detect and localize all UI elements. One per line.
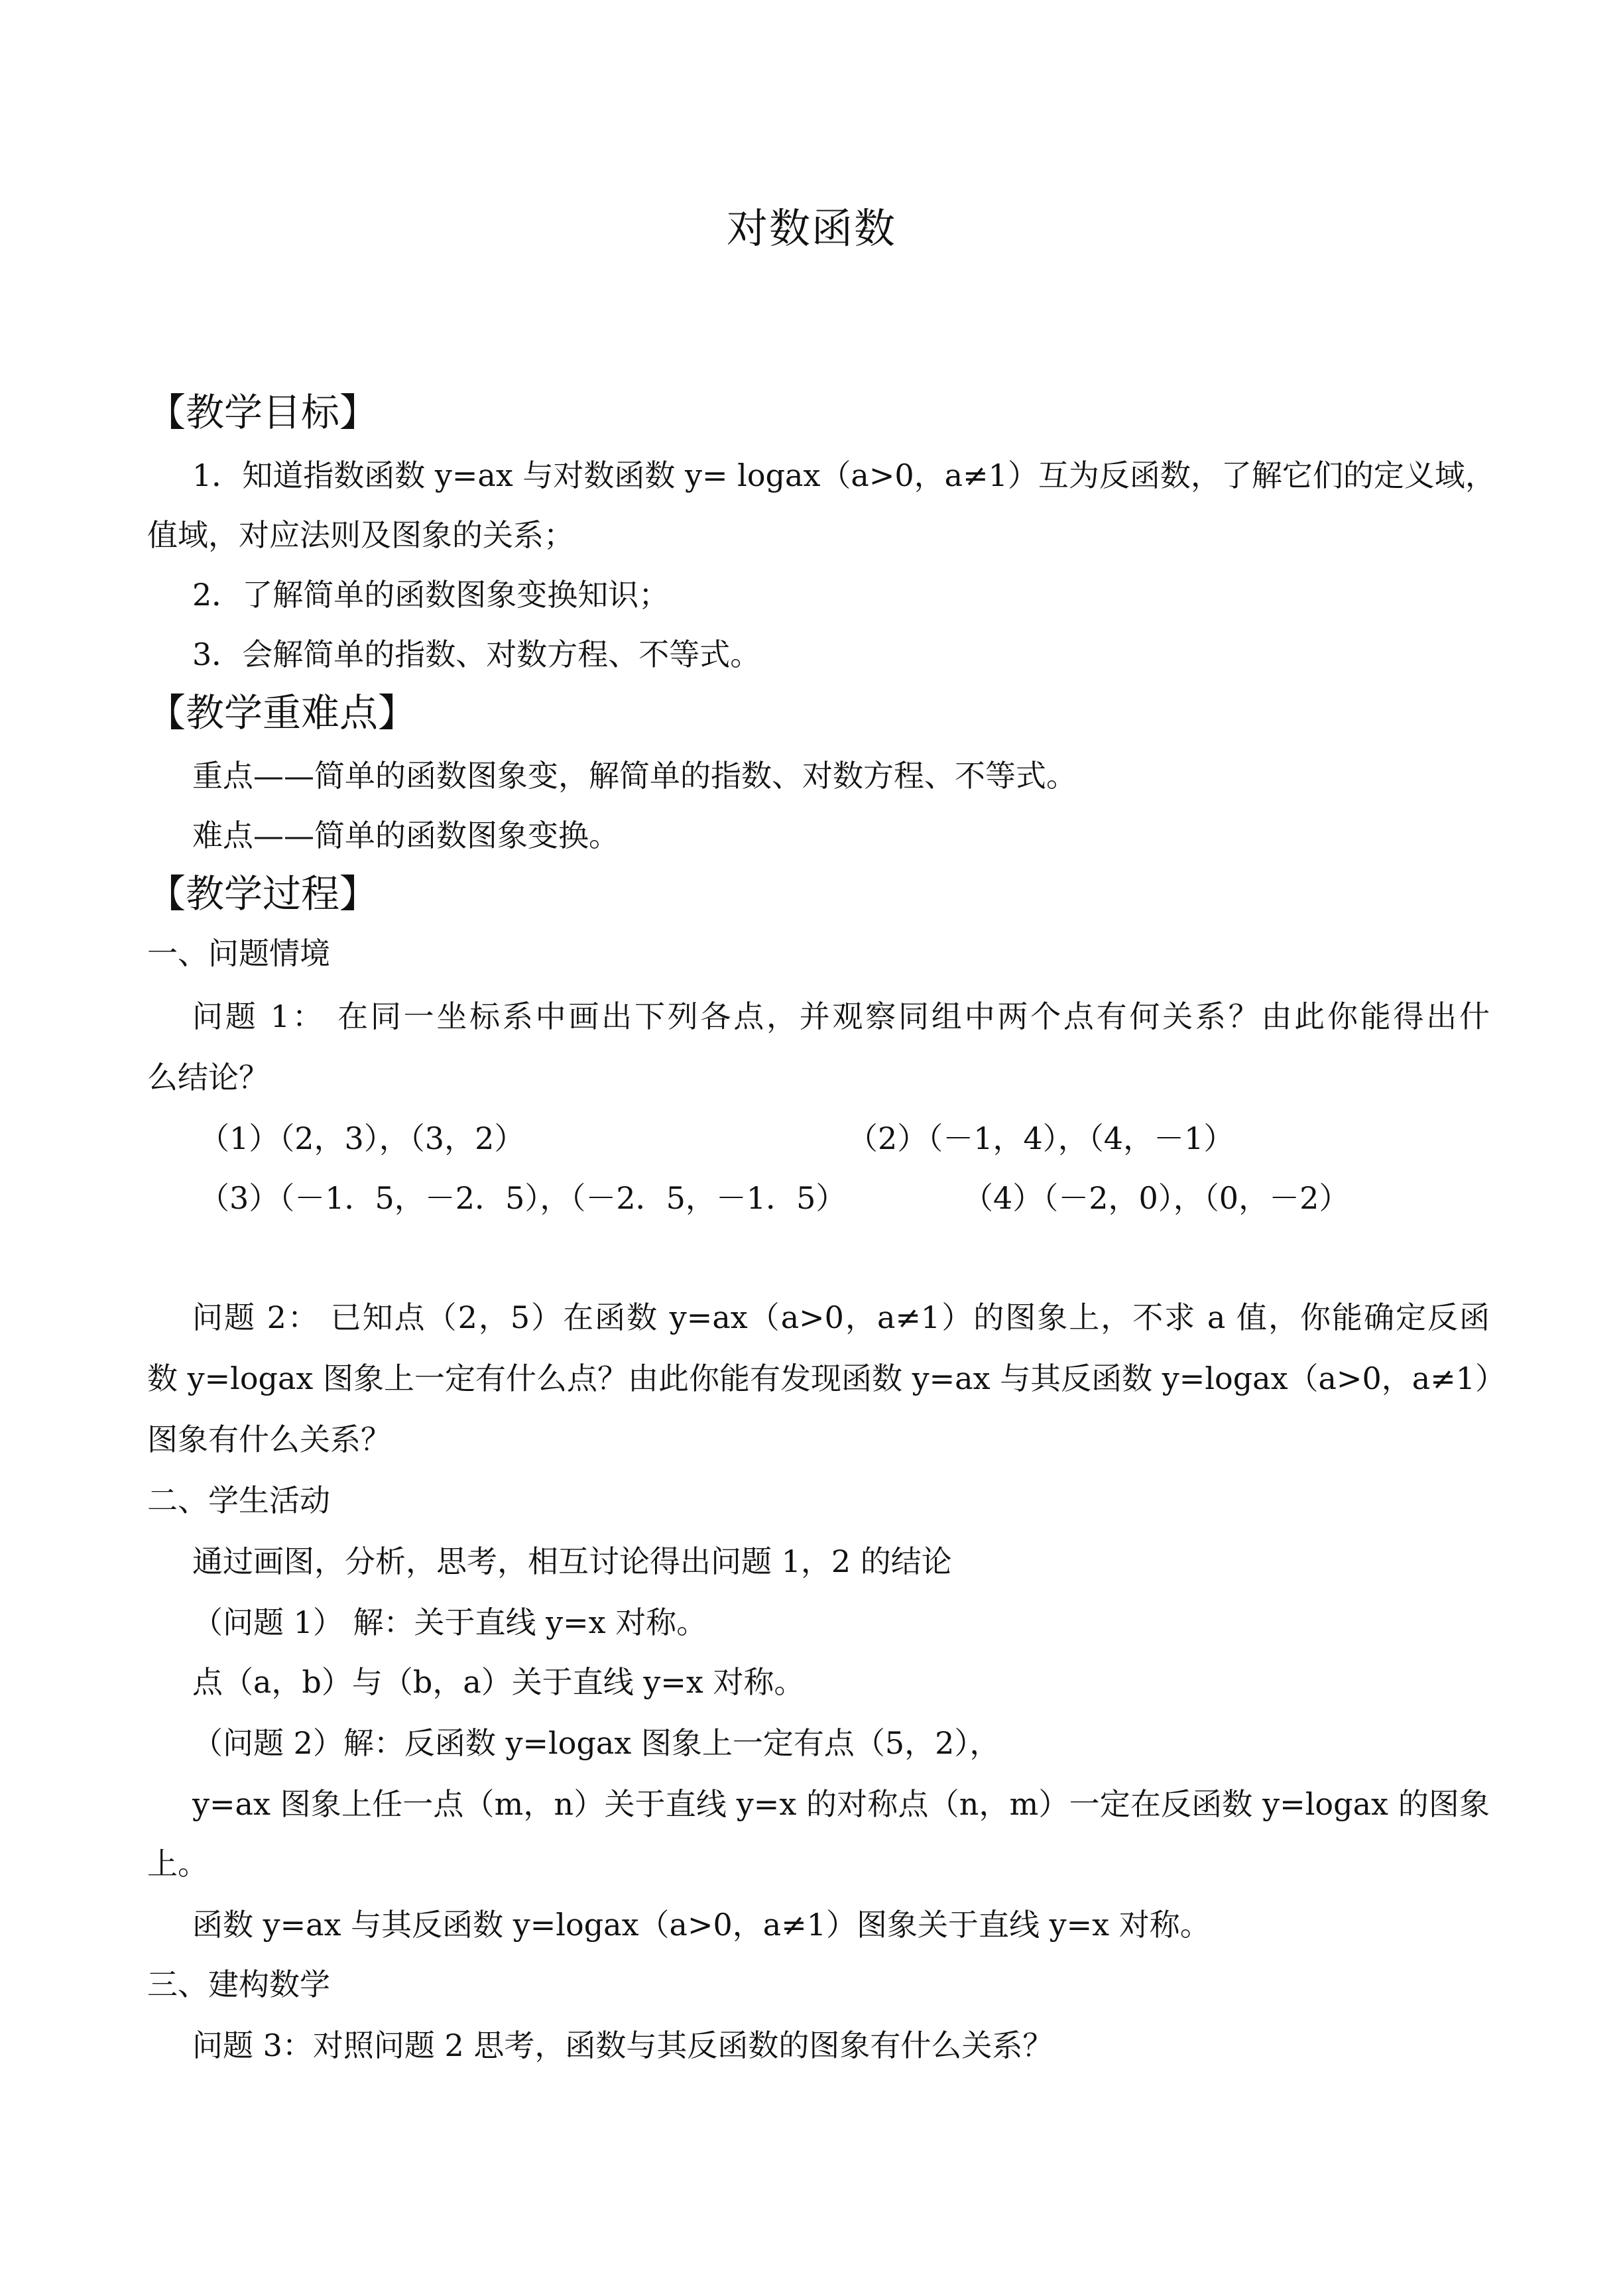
page-title: 对数函数: [726, 204, 896, 253]
goal-2: 2．了解简单的函数图象变换知识；: [192, 577, 670, 613]
answer-2-detail-line-2: 上。: [147, 1846, 208, 1882]
symmetry-conclusion: 函数 y=ax 与其反函数 y=logax（a>0，a≠1）图象关于直线 y=x 对称。: [192, 1907, 1211, 1943]
heading-teaching-goals: 【教学目标】: [147, 390, 379, 435]
question-3: 问题 3：对照问题 2 思考，函数与其反函数的图象有什么关系？: [192, 2027, 1053, 2063]
key-point: 重点——简单的函数图象变，解简单的指数、对数方程、不等式。: [192, 758, 1077, 794]
heading-key-points: 【教学重难点】: [147, 690, 417, 735]
question-2-line-3: 图象有什么关系？: [147, 1421, 391, 1457]
goal-1-line-2: 值域，对应法则及图象的关系；: [147, 517, 574, 553]
question-2-line-1: 问题 2： 已知点（2，5）在函数 y=ax（a>0，a≠1）的图象上，不求 a 值，你能确定反函: [192, 1299, 1490, 1335]
answer-1: （问题 1） 解：关于直线 y=x 对称。: [192, 1604, 707, 1640]
part-3-heading: 三、建构数学: [147, 1966, 330, 2002]
question-2-line-2: 数 y=logax 图象上一定有什么点？由此你能有发现函数 y=ax 与其反函数 y=logax（a>0，a≠1）: [147, 1360, 1506, 1396]
point-pair-4: （4）（－2，0），（0，－2）: [963, 1180, 1350, 1216]
point-pair-2: （2）（－1，4），（4，－1）: [847, 1120, 1234, 1156]
point-pair-3: （3）（－1．5，－2．5），（－2．5，－1．5）: [199, 1180, 847, 1216]
part-1-heading: 一、问题情境: [147, 936, 330, 971]
goal-1-line-1: 1．知道指数函数 y=ax 与对数函数 y= logax（a>0，a≠1）互为反函数，了解它们的定义域，: [192, 457, 1496, 493]
question-1-line-2: 么结论？: [147, 1059, 269, 1095]
part-2-heading: 二、学生活动: [147, 1482, 330, 1518]
point-pair-1: （1）（2，3），（3，2）: [199, 1120, 525, 1156]
heading-teaching-process: 【教学过程】: [147, 871, 379, 916]
difficult-point: 难点——简单的函数图象变换。: [192, 817, 619, 853]
goal-3: 3．会解简单的指数、对数方程、不等式。: [192, 636, 761, 672]
answer-2: （问题 2）解：反函数 y=logax 图象上一定有点（5，2），: [192, 1725, 1000, 1761]
answer-2-detail-line-1: y=ax 图象上任一点（m，n）关于直线 y=x 的对称点（n，m）一定在反函数 y=logax 的图象: [192, 1786, 1490, 1822]
student-activity-intro: 通过画图，分析，思考，相互讨论得出问题 1，2 的结论: [192, 1543, 952, 1579]
question-1-line-1: 问题 1： 在同一坐标系中画出下列各点，并观察同组中两个点有何关系？由此你能得出什: [192, 998, 1490, 1034]
answer-1-detail: 点（a，b）与（b，a）关于直线 y=x 对称。: [192, 1664, 805, 1700]
